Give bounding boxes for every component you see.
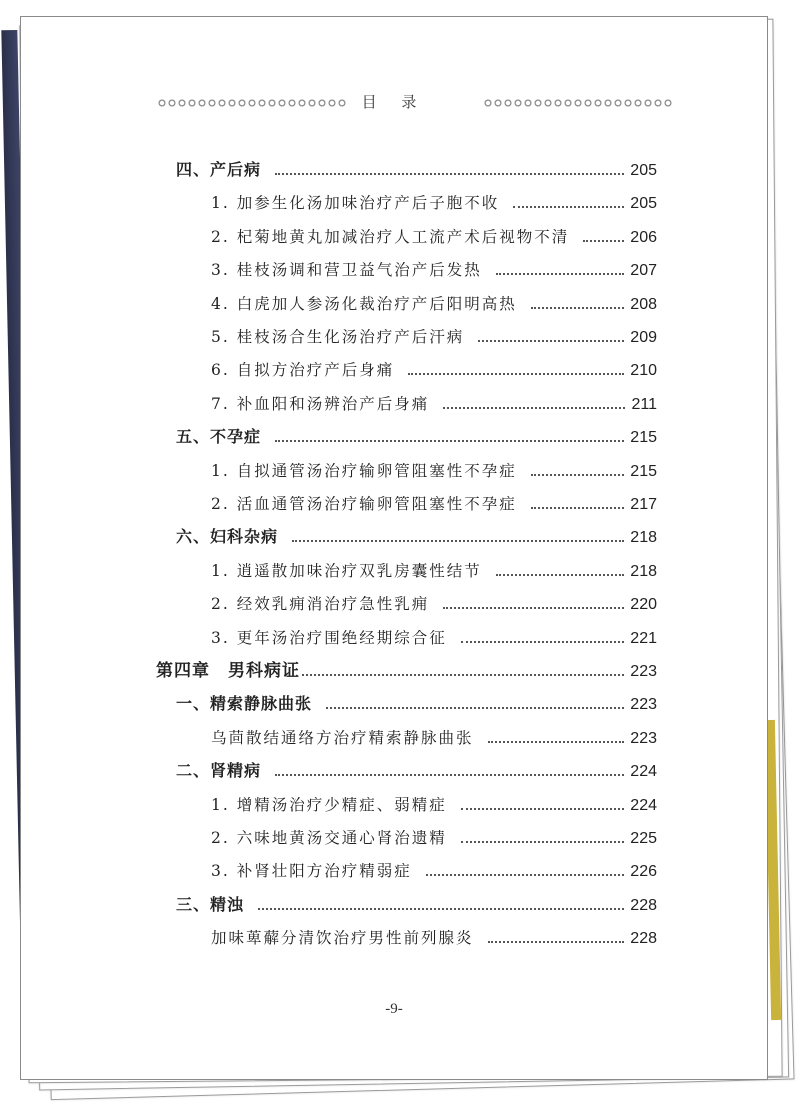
toc-entry-label: 2. 活血通管汤治疗输卵管阻塞性不孕症: [211, 495, 517, 513]
toc-entry-label: 2. 经效乳痈消治疗急性乳痈: [211, 595, 430, 614]
toc-entry-label: 6. 自拟方治疗产后身痛: [211, 361, 395, 380]
toc-entry-chapter[interactable]: [156, 656, 657, 686]
toc-entry-label: 4. 白虎加人参汤化裁治疗产后阳明高热: [211, 294, 517, 313]
dot-leader: [488, 941, 625, 943]
toc-entry-label: 1. 加参生化汤加味治疗产后子胞不收: [211, 194, 500, 213]
toc-entry-label: 3. 更年汤治疗围绝经期综合征: [211, 628, 447, 647]
dot-leader: [531, 474, 625, 476]
toc-entry-page: 228: [630, 930, 657, 948]
toc-entry-item[interactable]: [211, 389, 657, 419]
toc-entry-label: 2. 杞菊地黄丸加减治疗人工流产术后视物不清: [211, 227, 570, 246]
toc-entry-page: 220: [630, 596, 657, 614]
toc-entry-item[interactable]: [211, 255, 657, 285]
toc-entry-item[interactable]: [211, 589, 657, 619]
toc-entry-page: 223: [630, 663, 657, 680]
toc-entry-page: 225: [630, 830, 657, 847]
toc-entry-page: 218: [630, 529, 657, 547]
toc-entry-page: 217: [630, 496, 657, 513]
toc-entry-page: 228: [630, 896, 657, 914]
dot-leader: [496, 574, 625, 576]
dot-leader: [302, 674, 624, 676]
toc-entry-label: 3. 补肾壮阳方治疗精弱症: [211, 862, 412, 881]
dot-leader: [478, 340, 624, 342]
toc-entry-item[interactable]: [211, 723, 657, 753]
toc-entry-item[interactable]: [211, 623, 657, 653]
dot-leader: [531, 507, 625, 509]
toc-entry-label: 1. 增精汤治疗少精症、弱精症: [211, 795, 447, 814]
dot-leader: [426, 874, 625, 876]
toc-entry-label: 3. 桂枝汤调和营卫益气治产后发热: [211, 261, 482, 280]
dot-leader: [443, 407, 625, 409]
dot-leader: [461, 808, 625, 810]
toc-entry-item[interactable]: [211, 289, 657, 319]
toc-entry-page: 215: [630, 429, 657, 447]
toc-entry-section[interactable]: [176, 689, 657, 719]
toc-entry-page: 223: [630, 729, 657, 747]
toc-entry-page: 221: [630, 629, 657, 647]
toc-entry-label: 二、肾精病: [176, 761, 262, 781]
dot-leader: [461, 641, 625, 643]
dot-leader: [461, 841, 625, 843]
dot-leader: [531, 307, 625, 309]
toc-entry-label: 1. 逍遥散加味治疗双乳房囊性结节: [211, 561, 482, 580]
toc-entry-item[interactable]: [211, 355, 657, 385]
toc-entry-item[interactable]: [211, 856, 657, 886]
dot-leader: [496, 273, 625, 275]
toc-entry-page: 226: [630, 863, 657, 881]
toc-entry-label: 加味萆薢分清饮治疗男性前列腺炎: [211, 929, 474, 948]
toc-entry-label: 五、不孕症: [176, 427, 262, 447]
page-number: -9-: [385, 1001, 403, 1017]
toc-entry-page: 224: [630, 763, 657, 781]
toc-entry-item[interactable]: [211, 556, 657, 586]
toc-entry-page: 205: [630, 195, 657, 213]
dot-leader: [275, 440, 624, 442]
toc-entry-item[interactable]: [211, 823, 657, 853]
toc-entry-item[interactable]: [211, 188, 657, 218]
toc-entry-item[interactable]: [211, 790, 657, 820]
toc-entry-item[interactable]: [211, 923, 657, 953]
toc-entry-label: 一、精索静脉曲张: [176, 694, 313, 714]
toc-entry-page: 205: [630, 162, 657, 179]
toc-entry-page: 215: [630, 462, 657, 480]
toc-entry-section[interactable]: [176, 522, 657, 552]
toc-entry-label: 7. 补血阳和汤辨治产后身痛: [211, 394, 430, 413]
toc-entry-section[interactable]: [176, 422, 657, 452]
dot-leader: [258, 908, 624, 910]
dot-leader: [326, 707, 624, 709]
toc-entry-page: 224: [630, 796, 657, 814]
dot-leader: [275, 173, 624, 175]
toc-entry-page: 206: [630, 228, 657, 246]
toc-entry-item[interactable]: [211, 222, 657, 252]
dot-leader: [292, 540, 624, 542]
toc-entry-page: 223: [630, 696, 657, 714]
toc-page: [20, 16, 768, 1080]
toc-entry-page: 207: [630, 262, 657, 280]
toc-entry-label: 六、妇科杂病: [176, 527, 279, 547]
toc-entry-item[interactable]: [211, 322, 657, 352]
dot-leader: [275, 774, 624, 776]
toc-entry-page: 218: [630, 562, 657, 580]
toc-entry-section[interactable]: [176, 756, 657, 786]
toc-entry-label: 5. 桂枝汤合生化汤治疗产后汗病: [211, 328, 465, 346]
toc-entry-label: 三、精浊: [176, 894, 245, 914]
dot-leader: [488, 741, 625, 743]
toc-entry-page: 209: [630, 329, 657, 346]
toc-entry-section[interactable]: [176, 890, 657, 920]
page-header: [21, 91, 767, 117]
header-ornament-right: [483, 97, 673, 109]
toc-entry-label: 第四章 男科病证: [156, 661, 300, 681]
toc-entry-item[interactable]: [211, 489, 657, 519]
toc-entry-item[interactable]: [211, 456, 657, 486]
toc-entry-label: 四、产后病: [176, 160, 262, 179]
dot-leader: [443, 607, 624, 609]
toc-entry-label: 2. 六味地黄汤交通心肾治遗精: [211, 829, 447, 847]
toc-entry-page: 210: [630, 362, 657, 380]
toc-entry-page: 211: [631, 395, 657, 413]
page-title: 目 录: [361, 93, 427, 111]
dot-leader: [408, 373, 624, 375]
toc-entry-label: 1. 自拟通管汤治疗输卵管阻塞性不孕症: [211, 461, 517, 480]
toc-entry-page: 208: [630, 295, 657, 313]
dot-leader: [513, 206, 624, 208]
dot-leader: [583, 240, 624, 242]
toc-entry-section[interactable]: [176, 155, 657, 185]
toc-entry-label: 乌茴散结通络方治疗精索静脉曲张: [211, 728, 474, 747]
